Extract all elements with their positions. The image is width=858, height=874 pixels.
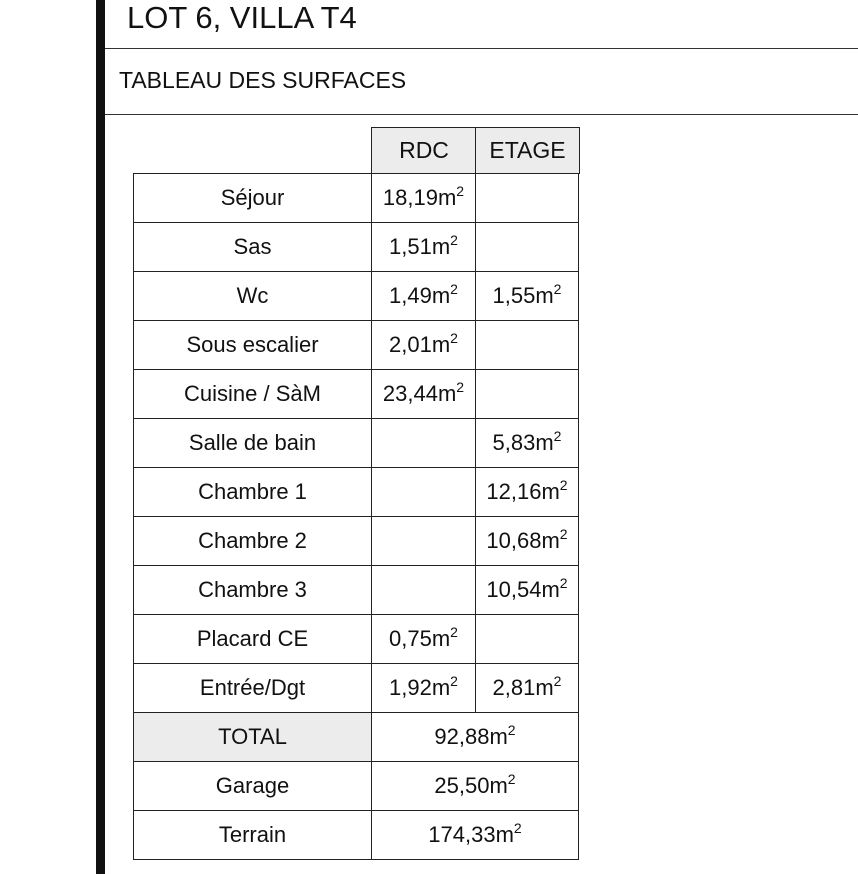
rdc-cell	[372, 370, 476, 419]
room-name: Placard CE	[134, 615, 372, 664]
squared-exponent: 2	[559, 477, 568, 493]
total-label: Garage	[134, 762, 372, 811]
rdc-cell	[372, 223, 476, 272]
squared-exponent: 2	[450, 330, 458, 346]
squared-exponent: 2	[513, 820, 522, 836]
etage-cell-value: 12,16m	[486, 479, 560, 504]
room-name: Chambre 2	[134, 517, 372, 566]
squared-exponent: 2	[559, 575, 568, 591]
squared-exponent: 2	[456, 183, 465, 199]
table-row	[134, 174, 579, 223]
etage-cell	[476, 321, 579, 370]
etage-cell	[476, 468, 579, 517]
etage-cell	[476, 370, 579, 419]
rdc-cell	[372, 517, 476, 566]
table-row	[134, 517, 579, 566]
total-value-cell-value: 92,88m	[434, 724, 508, 749]
room-name: Entrée/Dgt	[134, 664, 372, 713]
etage-cell	[476, 566, 579, 615]
squared-exponent: 2	[507, 722, 516, 738]
squared-exponent: 2	[450, 624, 458, 640]
rdc-cell-value: 1,49m	[389, 283, 451, 308]
etage-cell-value: 1,55m	[492, 283, 554, 308]
table-row	[134, 566, 579, 615]
page-title: LOT 6, VILLA T4	[127, 0, 357, 35]
total-value-cell-value: 25,50m	[434, 773, 508, 798]
table-row	[134, 370, 579, 419]
etage-cell-value: 10,54m	[486, 577, 560, 602]
squared-exponent: 2	[450, 281, 458, 297]
rdc-cell-value: 23,44m	[382, 381, 457, 406]
room-name: Sous escalier	[134, 321, 372, 370]
squared-exponent: 2	[553, 428, 562, 444]
rdc-cell-value: 1,51m	[389, 234, 451, 259]
rdc-cell	[372, 615, 476, 664]
table-row	[134, 223, 579, 272]
table-row	[134, 419, 579, 468]
column-header-rdc: RDC	[371, 127, 477, 174]
etage-cell	[476, 615, 579, 664]
total-row	[134, 762, 579, 811]
total-value-cell	[372, 762, 579, 811]
title-divider	[105, 48, 858, 49]
column-header-etage: ETAGE	[475, 127, 580, 174]
squared-exponent: 2	[507, 771, 516, 787]
etage-cell	[476, 517, 579, 566]
etage-cell-value: 2,81m	[492, 675, 554, 700]
rdc-cell	[372, 174, 476, 223]
rdc-cell	[372, 419, 476, 468]
table-row	[134, 272, 579, 321]
left-border-bar	[96, 0, 105, 874]
room-name: Séjour	[134, 174, 372, 223]
rdc-cell-value: 18,19m	[382, 185, 457, 210]
etage-cell	[476, 223, 579, 272]
room-name: Chambre 3	[134, 566, 372, 615]
squared-exponent: 2	[450, 232, 458, 248]
squared-exponent: 2	[553, 673, 562, 689]
table-row	[134, 468, 579, 517]
total-value-cell	[372, 811, 579, 860]
etage-cell	[476, 272, 579, 321]
surface-table	[133, 173, 579, 860]
rdc-cell	[372, 468, 476, 517]
total-label: TOTAL	[134, 713, 372, 762]
section-title: TABLEAU DES SURFACES	[119, 67, 407, 93]
table-row	[134, 664, 579, 713]
room-name: Cuisine / SàM	[134, 370, 372, 419]
squared-exponent: 2	[559, 526, 568, 542]
room-name: Salle de bain	[134, 419, 372, 468]
rdc-cell-value: 1,92m	[389, 675, 451, 700]
rdc-cell	[372, 664, 476, 713]
total-row	[134, 811, 579, 860]
etage-cell	[476, 664, 579, 713]
table-row	[134, 615, 579, 664]
squared-exponent: 2	[450, 673, 458, 689]
rdc-cell-value: 2,01m	[389, 332, 451, 357]
section-divider	[105, 114, 858, 115]
total-value-cell	[372, 713, 579, 762]
rdc-cell	[372, 566, 476, 615]
total-row	[134, 713, 579, 762]
rdc-cell	[372, 321, 476, 370]
room-name: Chambre 1	[134, 468, 372, 517]
etage-cell	[476, 174, 579, 223]
etage-cell	[476, 419, 579, 468]
rdc-cell-value: 0,75m	[389, 626, 451, 651]
total-value-cell-value: 174,33m	[428, 822, 514, 847]
room-name: Wc	[134, 272, 372, 321]
squared-exponent: 2	[456, 379, 465, 395]
rdc-cell	[372, 272, 476, 321]
etage-cell-value: 5,83m	[492, 430, 554, 455]
total-label: Terrain	[134, 811, 372, 860]
room-name: Sas	[134, 223, 372, 272]
squared-exponent: 2	[553, 281, 562, 297]
etage-cell-value: 10,68m	[486, 528, 560, 553]
table-row	[134, 321, 579, 370]
